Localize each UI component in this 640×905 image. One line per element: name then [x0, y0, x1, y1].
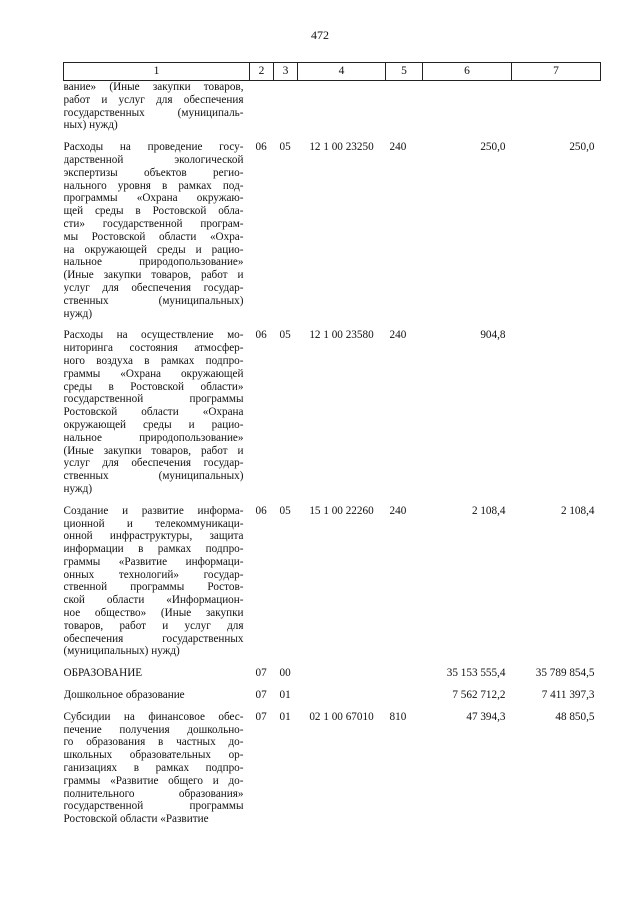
- budget-table: [63, 62, 601, 835]
- description-line: ниторинга состояния атмосфер-: [63, 342, 244, 355]
- description-line: ОБРАЗОВАНИЕ: [63, 667, 143, 680]
- row-amount-year-2: [512, 329, 601, 504]
- column-header: 7: [512, 63, 601, 81]
- column-header: 1: [64, 63, 250, 81]
- row-subsection-code: 01: [279, 689, 291, 702]
- row-amount-year-2: 35 789 854,5: [535, 667, 595, 680]
- description-line: (Иные закупки товаров, работ и: [63, 444, 244, 457]
- row-target-article: 15 1 00 22260: [309, 504, 374, 517]
- description-line: граммы «Развитие информаци-: [63, 555, 244, 568]
- row-section-code: [250, 81, 274, 142]
- row-description: [64, 329, 250, 504]
- row-target-article: [298, 689, 386, 711]
- description-line: нужд): [63, 307, 93, 320]
- row-target-article: 02 1 00 67010: [309, 710, 374, 723]
- description-line: (муниципальных) нужд): [63, 645, 180, 658]
- row-description: [64, 505, 250, 668]
- table-row: [64, 81, 601, 142]
- row-description: [64, 689, 250, 711]
- description-line: на окружающей среды и рацио-: [63, 243, 244, 256]
- description-line: государственной программы: [63, 800, 244, 813]
- row-amount-year-1: 250,0: [480, 141, 506, 154]
- description-line: полнительного образования»: [63, 787, 244, 800]
- table-row: [64, 329, 601, 504]
- description-line: ганизациях в рамках подпро-: [63, 762, 244, 775]
- description-line: дарственной экологической: [63, 153, 244, 166]
- description-line: ционной и телекоммуникаци-: [63, 517, 244, 530]
- row-expense-type: 810: [389, 710, 407, 723]
- row-expense-type: 240: [389, 141, 407, 154]
- description-line: товаров, работ и услуг для: [63, 619, 244, 632]
- row-section-code: 07: [255, 667, 267, 680]
- row-amount-year-2: 7 411 397,3: [541, 689, 595, 702]
- row-subsection-code: 01: [279, 710, 291, 723]
- description-line: нужд): [63, 482, 93, 495]
- row-amount-year-1: 7 562 712,2: [452, 689, 506, 702]
- row-section-code: 06: [255, 504, 267, 517]
- row-target-article: 12 1 00 23580: [309, 329, 374, 342]
- description-line: граммы «Охрана окружающей: [63, 367, 244, 380]
- table-body: [64, 81, 601, 836]
- description-line: государственных (муниципаль-: [63, 106, 244, 119]
- row-amount-year-2: 250,0: [569, 141, 595, 154]
- description-line: щей среды в Ростовской обла-: [63, 205, 244, 218]
- row-amount-year-2: 2 108,4: [560, 504, 595, 517]
- description-line: Расходы на проведение госу-: [63, 141, 244, 154]
- description-line: ное общество» (Иные закупки: [63, 607, 244, 620]
- row-expense-type: [386, 81, 423, 142]
- column-header: 6: [423, 63, 512, 81]
- description-line: государственной программы: [63, 393, 244, 406]
- row-subsection-code: 05: [279, 504, 291, 517]
- description-line: ственных (муниципальных): [63, 470, 244, 483]
- table-row: [64, 711, 601, 835]
- description-line: вание» (Иные закупки товаров,: [63, 81, 244, 93]
- table-row: [64, 505, 601, 668]
- row-expense-type: 240: [389, 504, 407, 517]
- column-header: 4: [298, 63, 386, 81]
- row-description: [64, 81, 250, 142]
- page-number: 472: [311, 28, 329, 42]
- row-target-article: 12 1 00 23250: [309, 141, 374, 154]
- description-line: экспертизы объектов регио-: [63, 166, 244, 179]
- description-line: Расходы на осуществление мо-: [63, 329, 244, 342]
- description-line: среды в Ростовской области»: [63, 380, 244, 393]
- description-line: онных технологий» государ-: [63, 568, 244, 581]
- description-line: ного воздуха в рамках подпро-: [63, 354, 244, 367]
- description-line: услуг для обеспечения государ-: [63, 281, 244, 294]
- column-header: 3: [274, 63, 298, 81]
- row-amount-year-1: [423, 81, 512, 142]
- row-section-code: 06: [255, 141, 267, 154]
- row-amount-year-1: 904,8: [480, 329, 506, 342]
- row-section-code: 06: [255, 329, 267, 342]
- description-line: Дошкольное образование: [63, 689, 185, 702]
- description-line: окружающей среды и рацио-: [63, 418, 244, 431]
- row-subsection-code: 00: [279, 667, 291, 680]
- description-line: школьных образовательных ор-: [63, 749, 244, 762]
- column-header: 2: [250, 63, 274, 81]
- description-line: онной инфраструктуры, защита: [63, 530, 244, 543]
- row-section-code: 07: [255, 689, 267, 702]
- description-line: (Иные закупки товаров, работ и: [63, 269, 244, 282]
- table-header-row: [64, 63, 601, 81]
- row-expense-type: [386, 689, 423, 711]
- row-subsection-code: 05: [279, 141, 291, 154]
- row-subsection-code: 05: [279, 329, 291, 342]
- description-line: обеспечения государственных: [63, 632, 244, 645]
- row-expense-type: 240: [389, 329, 407, 342]
- row-amount-year-1: 35 153 555,4: [446, 667, 506, 680]
- row-target-article: [298, 667, 386, 689]
- description-line: граммы «Развитие общего и до-: [63, 774, 244, 787]
- row-subsection-code: [274, 81, 298, 142]
- description-line: Субсидии на финансовое обес-: [63, 710, 244, 723]
- row-expense-type: [386, 667, 423, 689]
- description-line: го образования в частных до-: [63, 736, 244, 749]
- description-line: услуг для обеспечения государ-: [63, 457, 244, 470]
- description-line: ных) нужд): [63, 119, 118, 132]
- row-section-code: 07: [255, 710, 267, 723]
- row-amount-year-1: 47 394,3: [466, 710, 506, 723]
- column-header: 5: [386, 63, 423, 81]
- row-amount-year-2: [512, 81, 601, 142]
- description-line: ской области «Информацион-: [63, 594, 244, 607]
- row-amount-year-2: 48 850,5: [555, 710, 595, 723]
- table-row: [64, 689, 601, 711]
- description-line: Ростовской области «Охрана: [63, 406, 244, 419]
- description-line: Создание и развитие информа-: [63, 504, 244, 517]
- description-line: сти» государственной програм-: [63, 217, 244, 230]
- description-line: нальное природопользование»: [63, 431, 244, 444]
- description-line: мы Ростовской области «Охра-: [63, 230, 244, 243]
- description-line: ственных (муниципальных): [63, 294, 244, 307]
- description-line: работ и услуг для обеспечения: [63, 93, 244, 106]
- description-line: программы «Охрана окружаю-: [63, 192, 244, 205]
- description-line: нального уровня в рамках под-: [63, 179, 244, 192]
- row-amount-year-1: 2 108,4: [471, 504, 506, 517]
- table-row: [64, 667, 601, 689]
- description-line: информации в рамках подпро-: [63, 543, 244, 556]
- row-target-article: [298, 81, 386, 142]
- description-line: печение получения дошкольно-: [63, 723, 244, 736]
- description-line: Ростовской области «Развитие: [63, 813, 209, 826]
- description-line: нальное природопользование»: [63, 256, 244, 269]
- row-description: [64, 711, 250, 835]
- table-row: [64, 141, 601, 329]
- description-line: ственной программы Ростов-: [63, 581, 244, 594]
- row-description: [64, 667, 250, 689]
- row-description: [64, 141, 250, 329]
